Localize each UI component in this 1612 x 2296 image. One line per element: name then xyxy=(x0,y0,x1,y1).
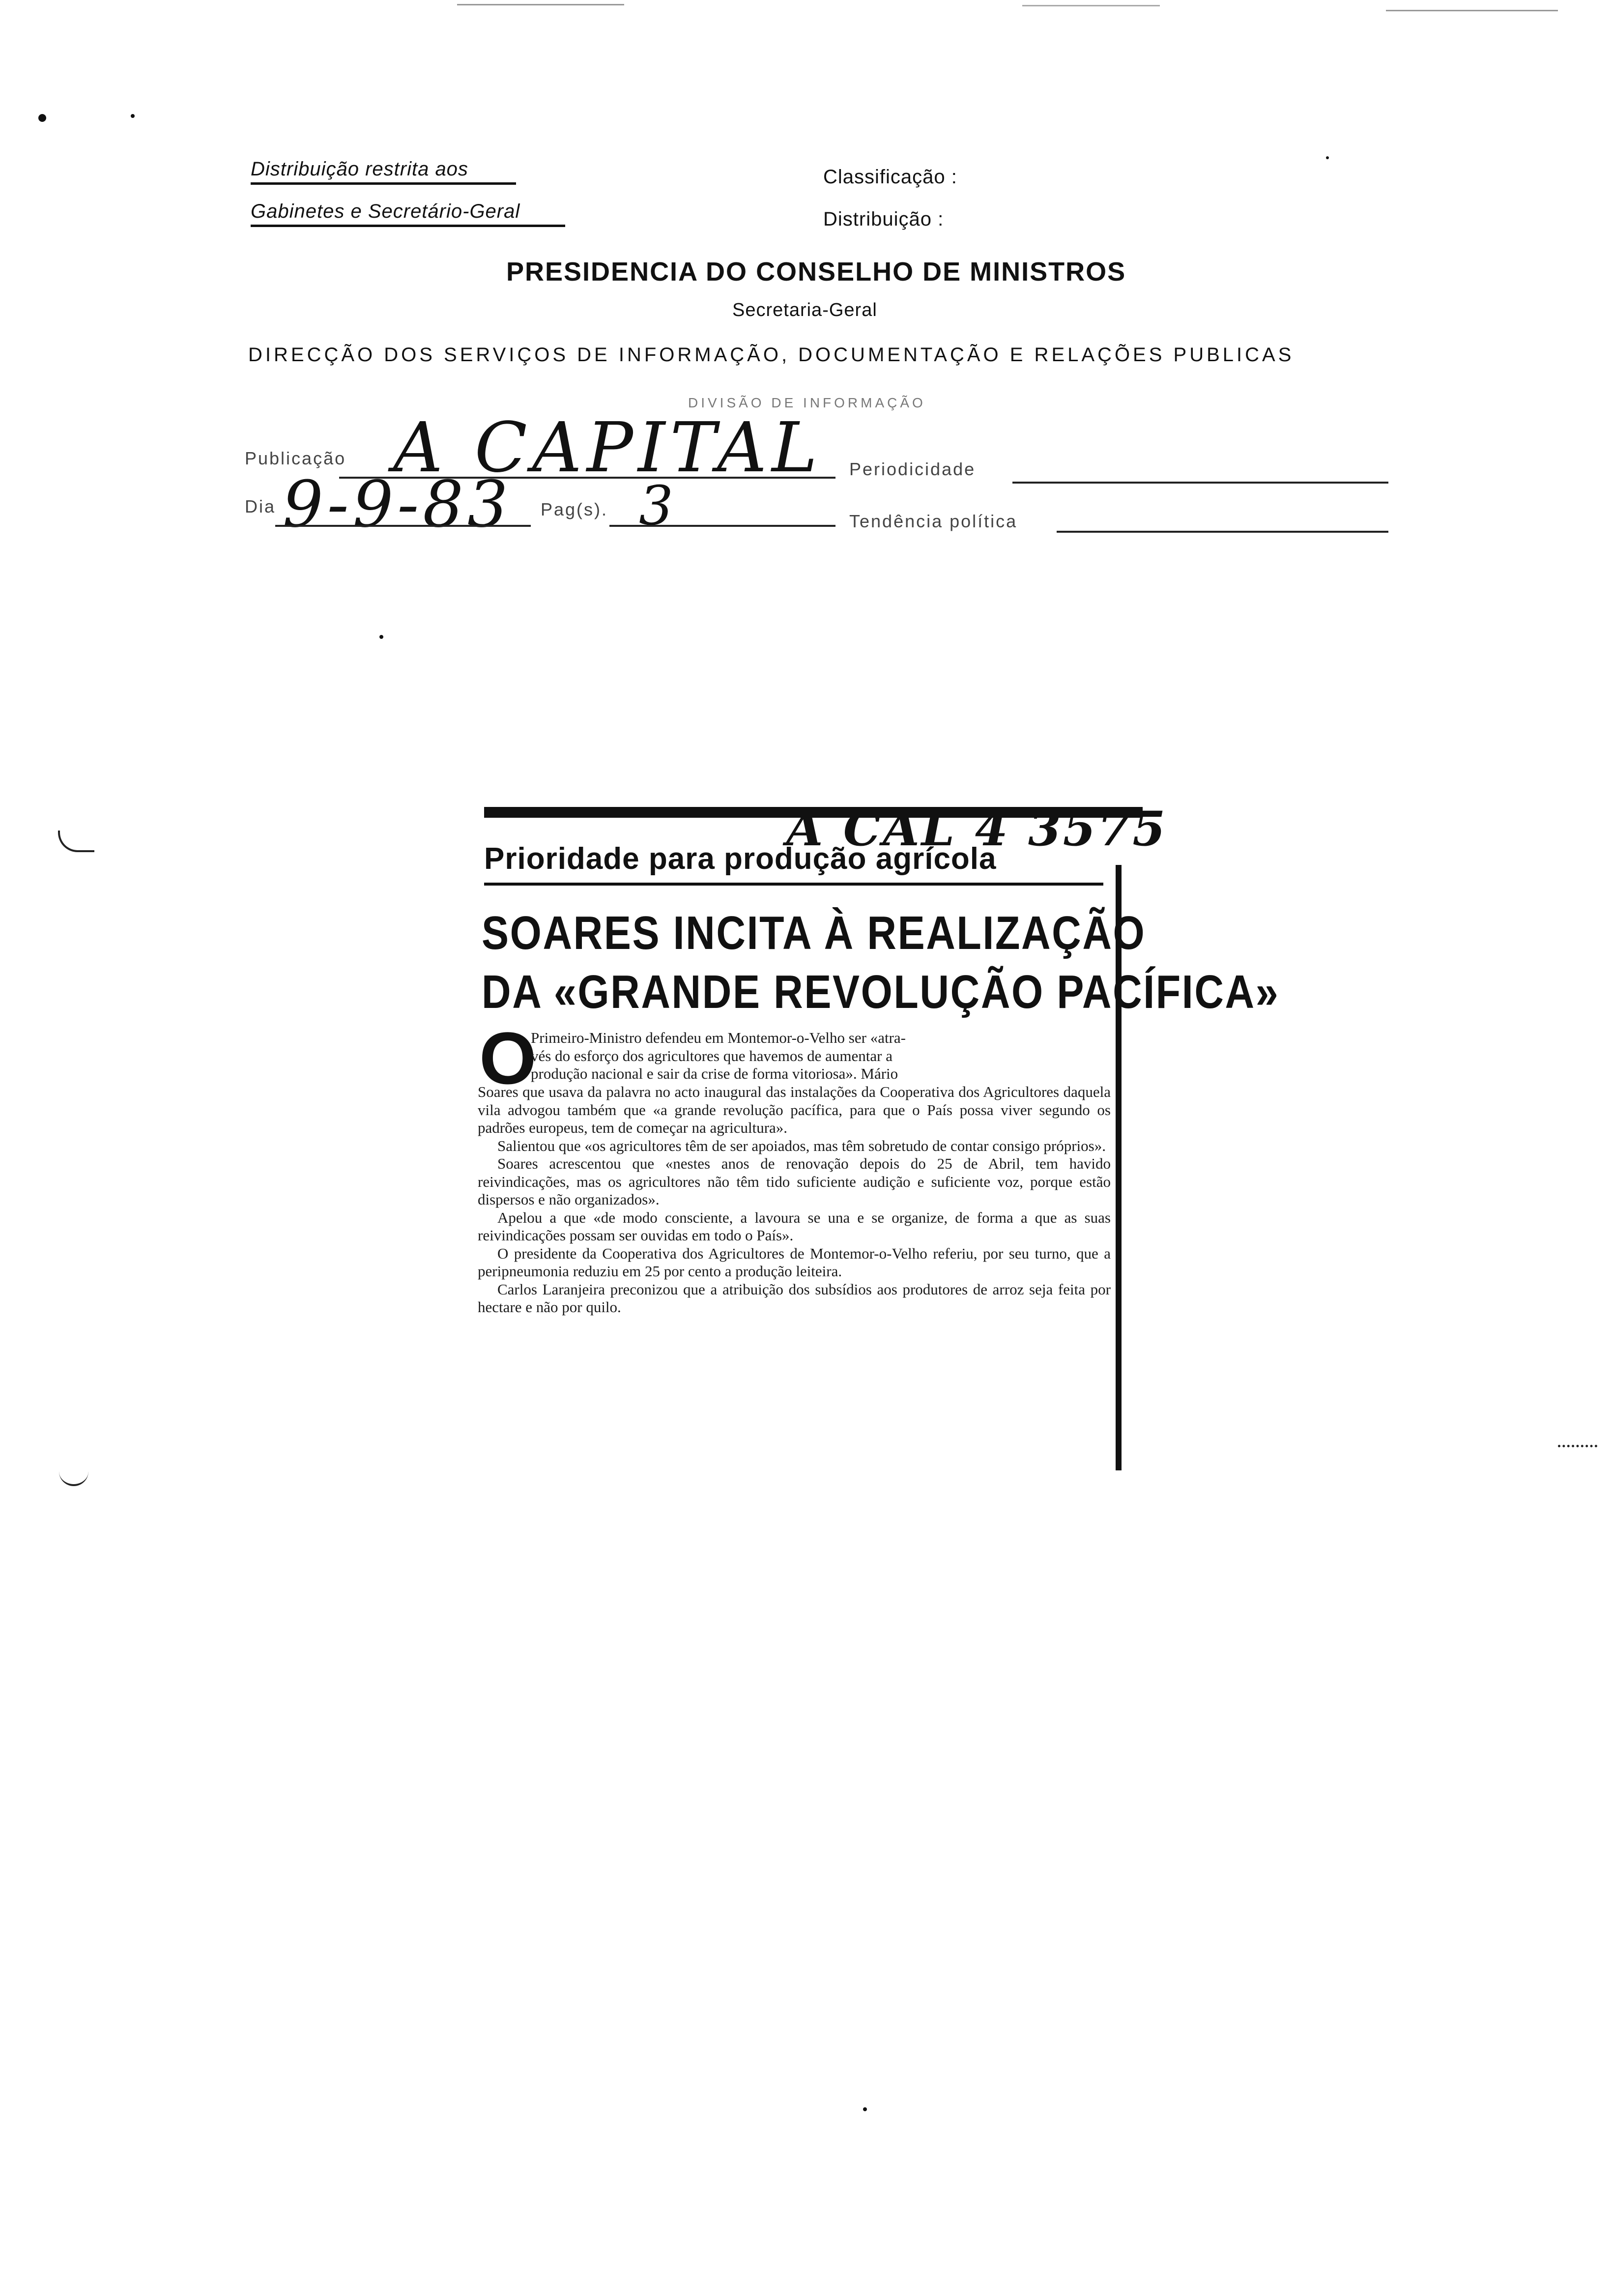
distribution-label: Distribuição : xyxy=(823,208,944,230)
scan-mark xyxy=(1558,1445,1597,1450)
scan-edge-line xyxy=(1386,10,1558,11)
article-paragraph: Soares que usava da palavra no acto inaugural das instalações da Cooperativa dos Agricultores daquela vila advogou também que «a grande revolução pacífica, para que o País possa viver segundo os padrões europeus, tem de começar na agricultura». xyxy=(478,1083,1111,1136)
political-tendency-line xyxy=(1057,531,1388,533)
article-intro-line: vés do esforço dos agricultores que havemos de aumentar a xyxy=(531,1047,892,1064)
publication-label: Publicação xyxy=(245,448,346,468)
department-name: DIRECÇÃO DOS SERVIÇOS DE INFORMAÇÃO, DOCUMENTAÇÃO E RELAÇÕES PUBLICAS xyxy=(248,344,1295,366)
scan-speck xyxy=(379,635,383,639)
article-headline-line2: DA «GRANDE REVOLUÇÃO PACÍFICA» xyxy=(482,966,1280,1018)
scan-edge-line xyxy=(1022,5,1160,6)
article-paragraph: Carlos Laranjeira preconizou que a atribuição dos subsídios aos produtores de arroz seja feita por hectare e não por quilo. xyxy=(478,1280,1111,1316)
article-body xyxy=(478,1083,1111,1317)
scan-speck xyxy=(131,114,135,118)
archive-stamp: A CAL 4 3575 xyxy=(786,801,1168,857)
day-handwritten: 9-9-83 xyxy=(283,467,512,542)
article-dropcap: O xyxy=(479,1017,537,1099)
scan-mark xyxy=(59,1469,88,1486)
article-intro-line: Primeiro-Ministro defendeu em Montemor-o-Velho ser «atra- xyxy=(531,1029,906,1046)
kicker-underline xyxy=(484,883,1103,886)
pages-line xyxy=(609,525,835,527)
article-kicker: Prioridade para produção agrícola xyxy=(484,842,997,876)
article-paragraph: Salientou que «os agricultores têm de ser apoiados, mas têm sobretudo de contar consigo próprios». xyxy=(497,1137,1106,1154)
pages-handwritten: 3 xyxy=(639,474,673,537)
classification-label: Classificação : xyxy=(823,166,957,188)
article-intro xyxy=(531,1029,1111,1083)
article-paragraph: Soares acrescentou que «nestes anos de renovação depois do 25 de Abril, tem havido reivindicações, mas os agricultores não têm tido suficiente audição e suficiente voz, porque estão dispersos e não organizados». xyxy=(478,1155,1111,1208)
day-label: Dia xyxy=(245,496,276,517)
restricted-distribution-line1: Distribuição restrita aos xyxy=(251,158,516,185)
article-paragraph: O presidente da Cooperativa dos Agricultores de Montemor-o-Velho referiu, por seu turno, que a peripneumonia reduziu em 25 por cento a produção leiteira. xyxy=(478,1244,1111,1280)
restricted-distribution-line2: Gabinetes e Secretário-Geral xyxy=(251,201,565,227)
day-line xyxy=(275,525,531,527)
periodicity-line xyxy=(1012,482,1388,484)
pages-label: Pag(s). xyxy=(541,499,608,519)
scan-speck xyxy=(863,2107,867,2111)
article-paragraph: Apelou a que «de modo consciente, a lavoura se una e se organize, de forma a que as suas reivindicações possam ser ouvidas em todo o País». xyxy=(478,1208,1111,1244)
publication-handwritten: A CAPITAL xyxy=(393,408,823,488)
division-name: DIVISÃO DE INFORMAÇÃO xyxy=(688,395,926,410)
periodicity-label: Periodicidade xyxy=(849,459,976,479)
scan-speck xyxy=(1326,156,1329,159)
scan-speck xyxy=(38,114,46,122)
article-intro-line: produção nacional e sair da crise de forma vitoriosa». Mário xyxy=(531,1065,898,1082)
political-tendency-label: Tendência política xyxy=(849,511,1018,531)
office-subtitle: Secretaria-Geral xyxy=(732,300,877,320)
article-headline-line1: SOARES INCITA À REALIZAÇÃO xyxy=(482,907,1146,959)
scan-mark xyxy=(58,831,94,852)
scan-edge-line xyxy=(457,4,624,5)
office-title: PRESIDENCIA DO CONSELHO DE MINISTROS xyxy=(506,257,1126,287)
